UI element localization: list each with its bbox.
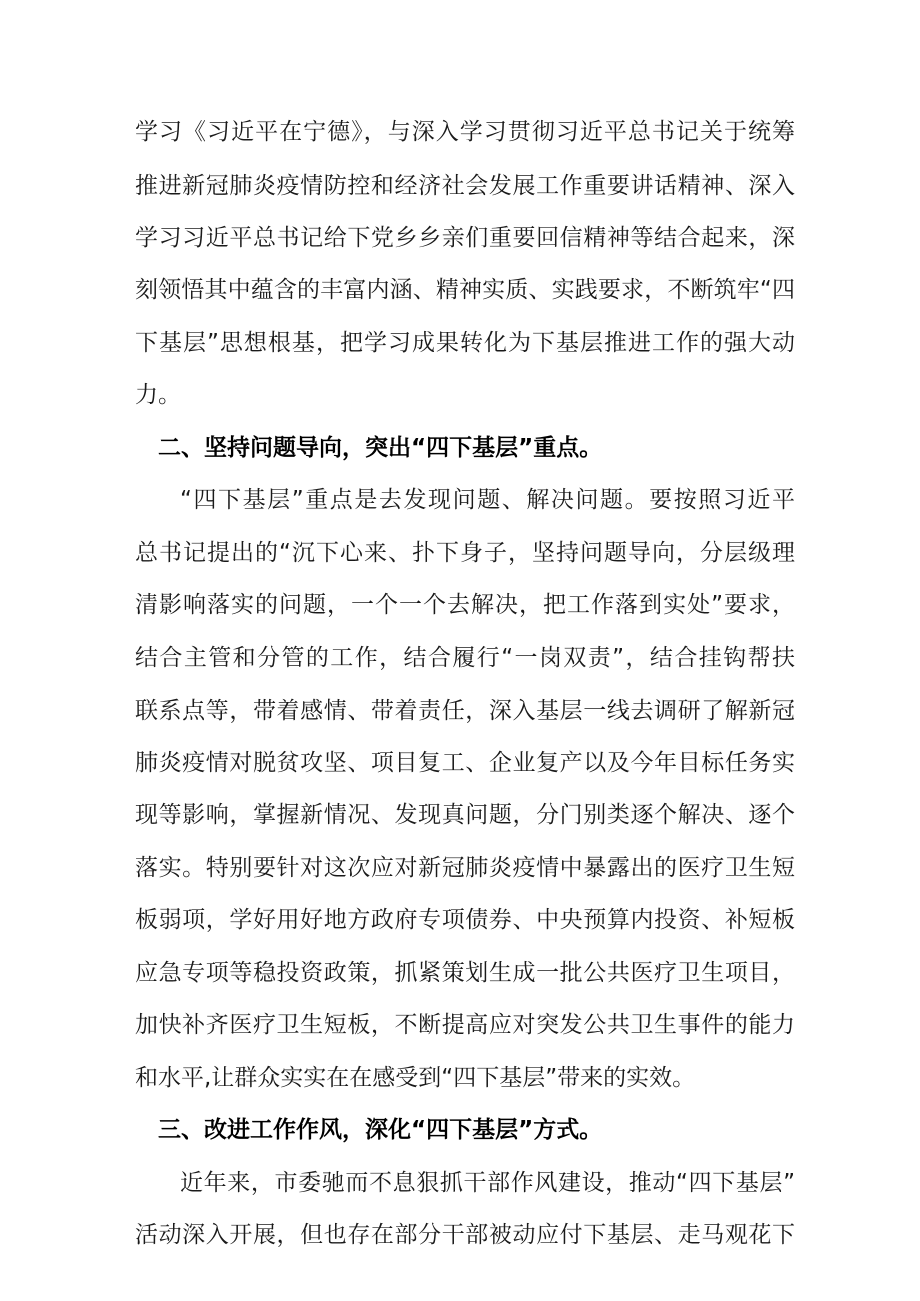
paragraph-line: “四下基层”重点是去发现问题、解决问题。要按照习近平 (180, 487, 795, 513)
paragraph-line: 刻领悟其中蕴含的丰富内涵、精神实质、实践要求，不断筑牢“四 (135, 277, 795, 303)
paragraph-line: 力。 (135, 382, 181, 408)
paragraph-line: 清影响落实的问题，一个一个去解决，把工作落到实处”要求， (135, 592, 795, 618)
paragraph-line: 学习《习近平在宁德》，与深入学习贯彻习近平总书记关于统筹 (135, 119, 795, 145)
paragraph-line: 下基层”思想根基，把学习成果转化为下基层推进工作的强大动 (135, 330, 795, 356)
paragraph-line: 肺炎疫情对脱贫攻坚、项目复工、企业复产以及今年目标任务实 (135, 750, 795, 776)
paragraph-line: 现等影响，掌握新情况、发现真问题，分门别类逐个解决、逐个 (135, 802, 795, 828)
section-heading: 三、改进工作作风，深化“四下基层”方式。 (158, 1117, 603, 1143)
paragraph-line: 推进新冠肺炎疫情防控和经济社会发展工作重要讲话精神、深入 (135, 173, 795, 199)
paragraph-line: 落实。特别要针对这次应对新冠肺炎疫情中暴露出的医疗卫生短 (135, 855, 795, 881)
paragraph-line: 加快补齐医疗卫生短板，不断提高应对突发公共卫生事件的能力 (135, 1012, 795, 1038)
paragraph-line: 板弱项，学好用好地方政府专项债券、中央预算内投资、补短板 (135, 907, 795, 933)
paragraph-line: 应急专项等稳投资政策，抓紧策划生成一批公共医疗卫生项目， (135, 960, 795, 986)
paragraph-line: 结合主管和分管的工作，结合履行“一岗双责”，结合挂钩帮扶 (135, 645, 795, 671)
paragraph-line: 近年来，市委驰而不息狠抓干部作风建设，推动“四下基层” (180, 1170, 795, 1196)
paragraph-line: 学习习近平总书记给下党乡乡亲们重要回信精神等结合起来，深 (135, 225, 795, 251)
paragraph-line: 联系点等，带着感情、带着责任，深入基层一线去调研了解新冠 (135, 698, 795, 724)
paragraph-line: 和水平,让群众实实在在感受到“四下基层”带来的实效。 (135, 1065, 696, 1091)
section-heading: 二、坚持问题导向，突出“四下基层”重点。 (158, 435, 603, 461)
paragraph-line: 活动深入开展，但也存在部分干部被动应付下基层、走马观花下 (135, 1222, 795, 1248)
paragraph-line: 总书记提出的“沉下心来、扑下身子，坚持问题导向，分层级理 (135, 540, 795, 566)
